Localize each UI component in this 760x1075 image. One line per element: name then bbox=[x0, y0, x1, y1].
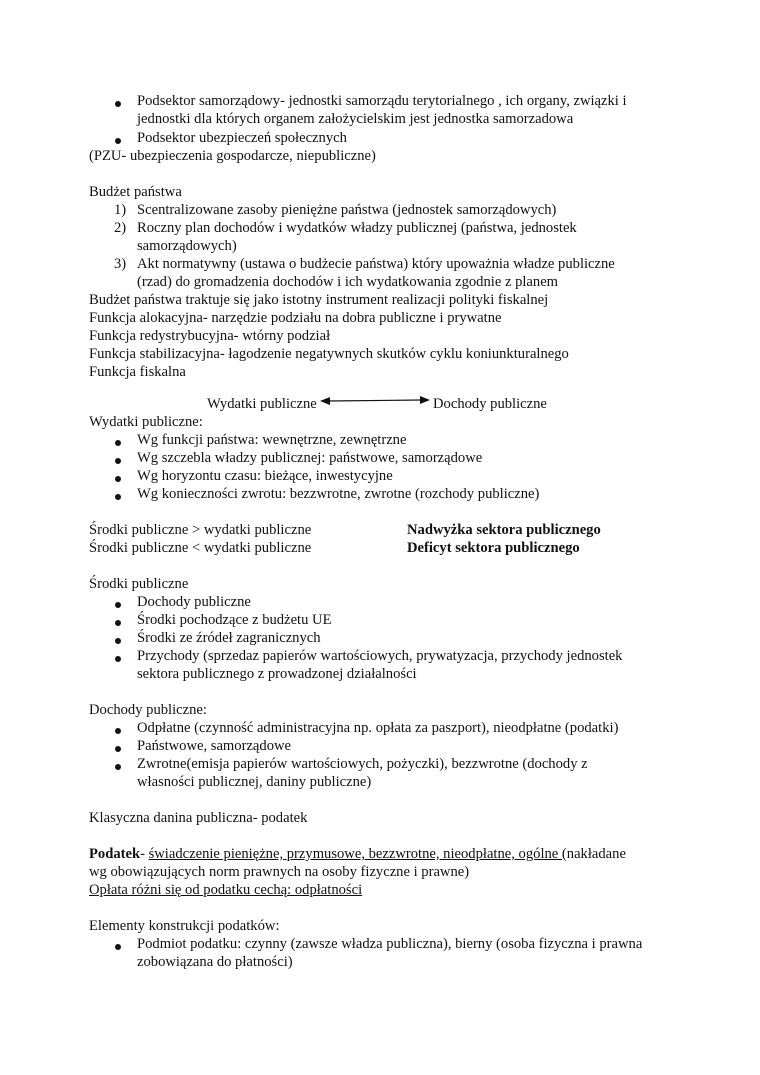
list-number: 3) bbox=[114, 256, 127, 272]
list-item: Zwrotne(emisja papierów wartościowych, pożyczki), bezzwrotne (dochody z bbox=[137, 756, 588, 772]
list-item: Wg szczebla władzy publicznej: państwowe, samorządowe bbox=[137, 450, 483, 466]
list-item-continuation: jednostki dla których organem założycielskim jest jednostka samorzadowa bbox=[137, 111, 574, 127]
bullet-dot bbox=[115, 595, 121, 613]
result-text: Nadwyżka sektora publicznego bbox=[407, 522, 601, 538]
list-item: Wg konieczności zwrotu: bezzwrotne, zwrotne (rozchody publiczne) bbox=[137, 486, 540, 502]
list-item: Roczny plan dochodów i wydatków władzy publicznej (państwa, jednostek bbox=[137, 220, 577, 236]
bullet-dot bbox=[115, 631, 121, 649]
text-line: Funkcja fiskalna bbox=[89, 364, 186, 380]
result-text: Deficyt sektora publicznego bbox=[407, 540, 580, 556]
list-item: Przychody (sprzedaz papierów wartościowych, prywatyzacja, przychody jednostek bbox=[137, 648, 623, 664]
diagram-left-label: Wydatki publiczne bbox=[207, 396, 317, 412]
list-item-continuation: własności publicznej, daniny publiczne) bbox=[137, 774, 372, 790]
text-line: Klasyczna danina publiczna- podatek bbox=[89, 810, 308, 826]
list-number: 1) bbox=[114, 202, 127, 218]
list-item-continuation: zobowiązana do płatności) bbox=[137, 954, 293, 970]
condition-text: Środki publiczne > wydatki publiczne bbox=[89, 522, 312, 538]
bullet-dot bbox=[115, 721, 121, 739]
list-item-continuation: samorządowych) bbox=[137, 238, 237, 254]
bullet-dot bbox=[115, 757, 121, 775]
list-item: Podsektor ubezpieczeń społecznych bbox=[137, 130, 347, 146]
list-item-continuation: (rzad) do gromadzenia dochodów i ich wydatkowania zgodnie z planem bbox=[137, 274, 559, 290]
oplata-line: Opłata różni się od podatku cechą: odpłatności bbox=[89, 882, 363, 898]
list-item: Dochody publiczne bbox=[137, 594, 251, 610]
diagram-right-label: Dochody publiczne bbox=[433, 396, 547, 412]
text-line: wg obowiązujących norm prawnych na osoby fizyczne i prawne) bbox=[89, 864, 470, 880]
bullet-dot bbox=[115, 433, 121, 451]
list-item: Scentralizowane zasoby pieniężne państwa (jednostek samorządowych) bbox=[137, 202, 557, 218]
list-number: 2) bbox=[114, 220, 127, 236]
section-heading: Budżet państwa bbox=[89, 184, 182, 200]
bullet-dot bbox=[115, 739, 121, 757]
list-item: Podsektor samorządowy- jednostki samorządu terytorialnego , ich organy, związki i bbox=[137, 93, 627, 109]
section-heading: Wydatki publiczne: bbox=[89, 414, 203, 430]
list-item: Wg funkcji państwa: wewnętrzne, zewnętrzne bbox=[137, 432, 407, 448]
section-heading: Elementy konstrukcji podatków: bbox=[89, 918, 280, 934]
list-item-continuation: sektora publicznego z prowadzonej działalności bbox=[137, 666, 417, 682]
list-item: Środki ze źródeł zagranicznych bbox=[137, 630, 321, 646]
bullet-dot bbox=[115, 451, 121, 469]
bullet-dot bbox=[115, 937, 121, 955]
bullet-dot bbox=[115, 487, 121, 505]
podatek-rest: (nakładane bbox=[561, 846, 626, 862]
text-line: Funkcja alokacyjna- narzędzie podziału na dobra publiczne i prywatne bbox=[89, 310, 502, 326]
bullet-dot bbox=[115, 613, 121, 631]
condition-text: Środki publiczne < wydatki publiczne bbox=[89, 540, 312, 556]
list-item: Państwowe, samorządowe bbox=[137, 738, 292, 754]
text-line: Funkcja stabilizacyjna- łagodzenie negatywnych skutków cyklu koniunkturalnego bbox=[89, 346, 569, 362]
text-line: Funkcja redystrybucyjna- wtórny podział bbox=[89, 328, 331, 344]
podatek-definition bbox=[89, 845, 626, 863]
list-item: Akt normatywny (ustawa o budżecie państwa) który upoważnia władze publiczne bbox=[137, 256, 615, 272]
bullet-dot bbox=[115, 469, 121, 487]
list-item: Środki pochodzące z budżetu UE bbox=[137, 612, 332, 628]
list-item: Podmiot podatku: czynny (zawsze władza publiczna), bierny (osoba fizyczna i prawna bbox=[137, 936, 643, 952]
bullet-dot bbox=[115, 649, 121, 667]
section-heading: Środki publiczne bbox=[89, 576, 189, 592]
podatek-term: Podatek bbox=[89, 846, 141, 862]
podatek-features: świadczenie pieniężne, przymusowe, bezzwrotne, nieodpłatne, ogólne bbox=[148, 846, 562, 862]
podatek-dash: - bbox=[140, 846, 149, 862]
section-heading: Dochody publiczne: bbox=[89, 702, 207, 718]
text-line: (PZU- ubezpieczenia gospodarcze, niepubliczne) bbox=[89, 148, 376, 164]
list-item: Wg horyzontu czasu: bieżące, inwestycyjne bbox=[137, 468, 393, 484]
list-item: Odpłatne (czynność administracyjna np. opłata za paszport), nieodpłatne (podatki) bbox=[137, 720, 619, 736]
text-line: Budżet państwa traktuje się jako istotny instrument realizacji polityki fiskalnej bbox=[89, 292, 549, 308]
